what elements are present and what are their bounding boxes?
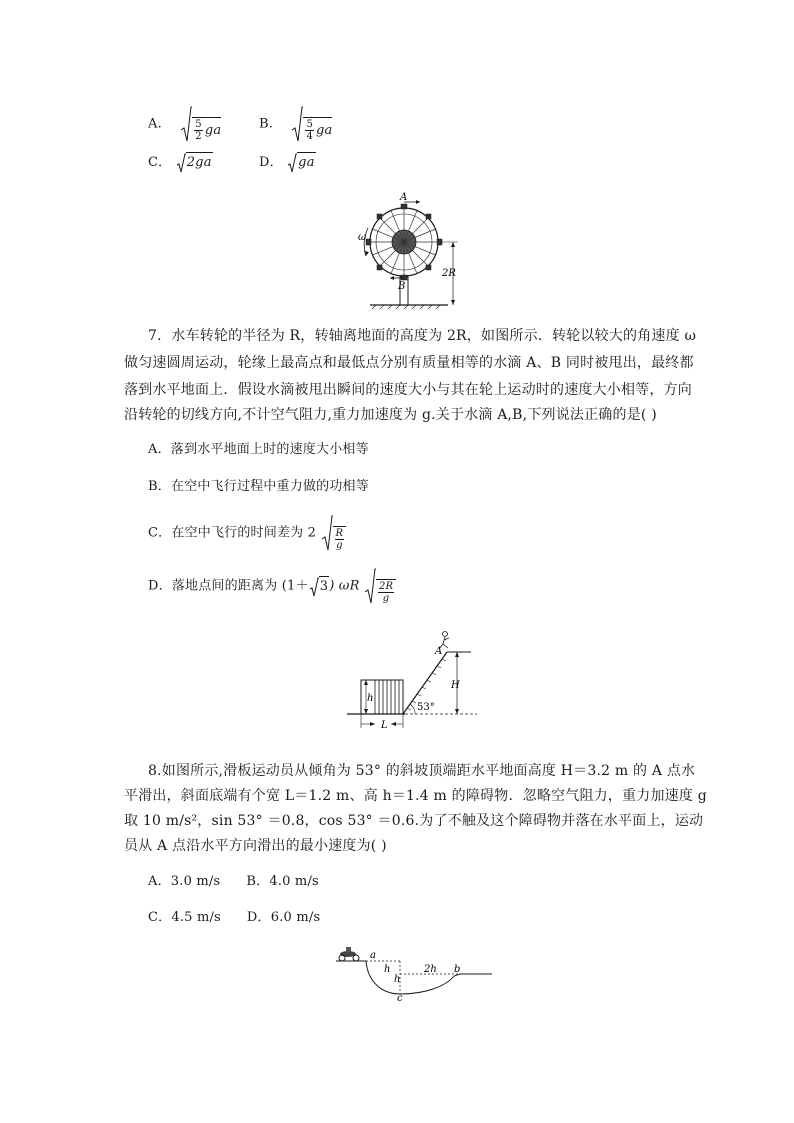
q7-d-radicand: 3	[319, 576, 329, 597]
radical-sign-icon	[291, 106, 303, 142]
label-h-1: h	[384, 964, 391, 975]
q7-line-1: 7．水车转轮的半径为 R，转轴离地面的高度为 2R，如图所示．转轮以较大的角速度 ω	[148, 328, 697, 344]
q7-option-d-mid: ) ωR	[329, 578, 360, 594]
label-h-small: h	[367, 693, 374, 704]
q6-d-expression: ga	[297, 152, 315, 173]
q6-option-c-label: C．	[148, 155, 172, 170]
q7-option-d	[148, 568, 396, 604]
q6-option-c	[148, 152, 213, 173]
label-c: c	[397, 993, 403, 1002]
label-omega: ω	[358, 232, 367, 243]
q7-option-b: B．在空中飞行过程中重力做的功相等	[148, 479, 369, 494]
label-angle: 53°	[417, 702, 435, 713]
q7-c-denominator: g	[336, 540, 343, 551]
q7-option-d-radical	[364, 568, 396, 604]
radical-sign-icon	[176, 153, 186, 173]
motorcycle-icon	[339, 947, 359, 961]
q6-a-numerator: 5	[195, 119, 202, 130]
q7-d-numerator: 2R	[378, 581, 394, 592]
radical-sign-icon	[309, 577, 319, 597]
q7-option-c-radical	[321, 515, 347, 551]
label-b: b	[454, 964, 461, 975]
q7-option-d-text: D．落地点间的距离为 (1＋	[148, 578, 309, 594]
slope-figure	[345, 628, 480, 738]
q6-b-denominator: 4	[306, 131, 313, 142]
q7-line-4: 沿转轮的切线方向,不计空气阻力,重力加速度为 g.关于水滴 A,B,下列说法正确的是( )	[124, 407, 657, 423]
q8-line-2: 平滑出，斜面底端有个宽 L＝1.2 m、高 h＝1.4 m 的障碍物．忽略空气阻力，重力加速度 g	[124, 788, 707, 804]
q7-line-3: 落到水平地面上．假设水滴被甩出瞬间的速度大小与其在轮上运动时的速度大小相等，方向	[124, 382, 692, 398]
q6-c-expression: 2ga	[186, 152, 213, 173]
wheel	[366, 204, 442, 280]
q6-option-b-radical	[291, 106, 332, 142]
water-wheel-figure	[358, 190, 468, 310]
ground-hatch	[372, 305, 440, 309]
q6-b-numerator: 5	[306, 119, 313, 130]
q7-c-numerator: R	[335, 528, 344, 539]
q6-option-b	[259, 106, 332, 142]
label-h-big: H	[451, 680, 460, 691]
q6-option-d-radical	[287, 152, 315, 173]
q7-d-denominator: g	[382, 593, 390, 604]
radical-sign-icon	[180, 106, 192, 142]
q7-line-2: 做匀速圆周运动，轮缘上最高点和最低点分别有质量相等的水滴 A、B 同时被甩出，最终都	[124, 355, 694, 371]
q8-options-cd: C．4.5 m/s D．6.0 m/s	[148, 910, 321, 925]
angle-arc	[410, 704, 415, 714]
label-2r: 2R	[442, 268, 456, 279]
q6-option-d-label: D．	[259, 155, 283, 170]
q6-a-denominator: 2	[195, 131, 202, 142]
q6-option-a-label: A.	[148, 116, 162, 132]
label-a: a	[370, 950, 376, 961]
q7-option-d-radical-3	[309, 576, 329, 597]
radical-sign-icon	[364, 568, 376, 604]
q6-b-variable: ga	[316, 122, 333, 138]
q8-line-1: 8.如图所示,滑板运动员从倾角为 53° 的斜坡顶端距水平地面高度 H＝3.2 m 的 A 点水	[148, 763, 696, 779]
q6-option-c-radical	[176, 152, 213, 173]
q8-line-3: 取 10 m/s²，sin 53° ＝0.8，cos 53° ＝0.6.为了不触及这个障碍物并落在水平面上，运动	[124, 813, 704, 829]
label-a: A	[435, 646, 443, 657]
q7-option-c	[148, 515, 346, 551]
radical-sign-icon	[287, 153, 297, 173]
q8-line-4: 员从 A 点沿水平方向滑出的最小速度为( )	[124, 838, 387, 854]
q7-option-c-text: C．在空中飞行的时间差为 2	[148, 525, 317, 541]
label-b: B	[398, 281, 406, 292]
q6-option-a-radical	[180, 106, 221, 142]
q6-option-d	[259, 152, 316, 173]
track-curve	[336, 961, 492, 994]
label-2h: 2h	[424, 964, 437, 975]
label-h-2: h	[394, 974, 401, 985]
q6-a-variable: ga	[204, 122, 222, 138]
label-l: L	[381, 720, 388, 731]
q7-option-a: A．落到水平地面上时的速度大小相等	[148, 442, 369, 457]
q6-option-b-label: B.	[259, 116, 274, 132]
label-a: A	[400, 192, 408, 203]
q8-options-ab: A．3.0 m/s B．4.0 m/s	[148, 874, 319, 889]
track-figure	[336, 944, 492, 1002]
q6-option-a	[148, 106, 221, 142]
radical-sign-icon	[321, 515, 333, 551]
